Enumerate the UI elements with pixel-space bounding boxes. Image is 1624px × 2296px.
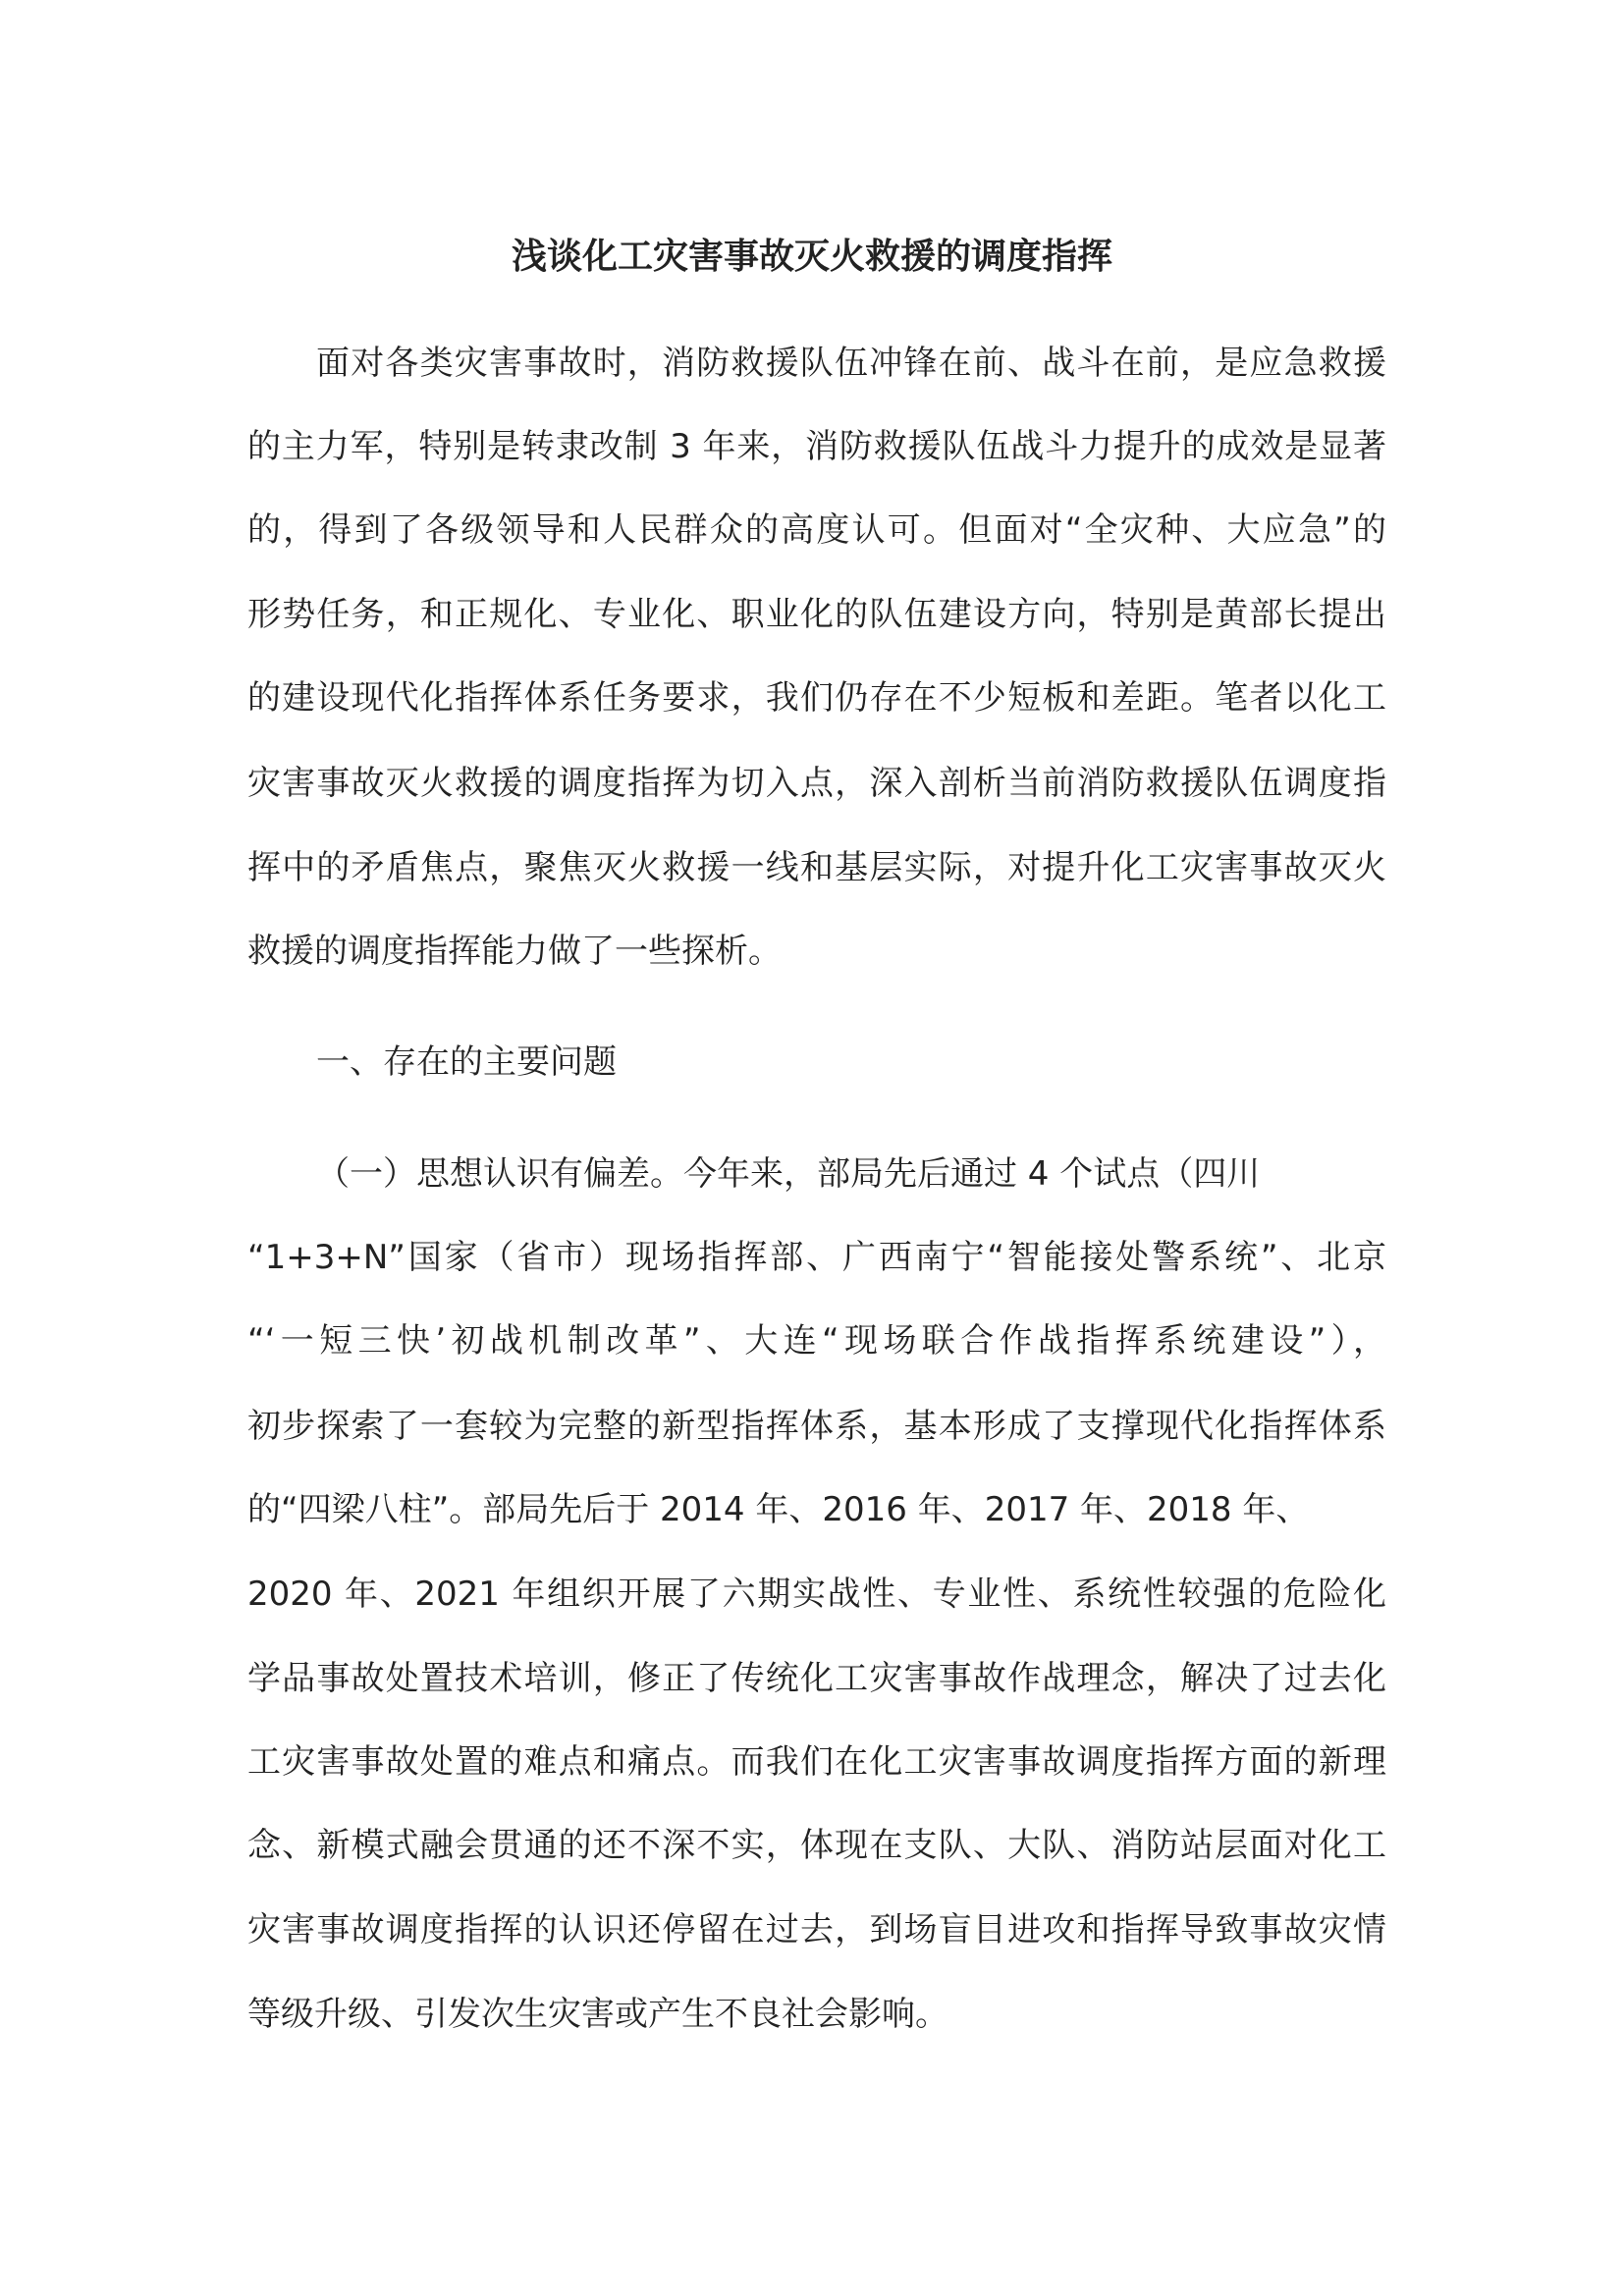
paragraph1-line-8: 救援的调度指挥能力做了一些探析。 [247, 932, 782, 971]
paragraph1-line-5: 的建设现代化指挥体系任务要求，我们仍存在不少短板和差距。笔者以化工 [247, 678, 1386, 718]
section-heading: 一、存在的主要问题 [316, 1042, 617, 1082]
paragraph2-line-5: 的“四梁八柱”。部局先后于 2014 年、2016 年、2017 年、2018 年、 [247, 1490, 1310, 1529]
paragraph2-line-4: 初步探索了一套较为完整的新型指挥体系，基本形成了支撑现代化指挥体系 [247, 1407, 1386, 1446]
paragraph1-line-3: 的，得到了各级领导和人民群众的高度认可。但面对“全灾种、大应急”的 [247, 510, 1386, 550]
paragraph2-line-11: 等级升级、引发次生灾害或产生不良社会影响。 [247, 1995, 948, 2034]
paragraph2-line-7: 学品事故处置技术培训，修正了传统化工灾害事故作战理念，解决了过去化 [247, 1659, 1386, 1698]
paragraph2-line-9: 念、新模式融会贯通的还不深不实，体现在支队、大队、消防站层面对化工 [247, 1826, 1386, 1865]
paragraph2-line-8: 工灾害事故处置的难点和痛点。而我们在化工灾害事故调度指挥方面的新理 [247, 1742, 1386, 1782]
paragraph1-line-4: 形势任务，和正规化、专业化、职业化的队伍建设方向，特别是黄部长提出 [247, 595, 1386, 634]
paragraph2-line-6: 2020 年、2021 年组织开展了六期实战性、专业性、系统性较强的危险化 [247, 1575, 1386, 1614]
paragraph2-line-10: 灾害事故调度指挥的认识还停留在过去，到场盲目进攻和指挥导致事故灾情 [247, 1910, 1386, 1949]
paragraph2-line-3: “‘一短三快’初战机制改革”、大连“现场联合作战指挥系统建设”）， [247, 1321, 1386, 1361]
paragraph2-line-1: （一）思想认识有偏差。今年来，部局先后通过 4 个试点（四川 [316, 1154, 1261, 1194]
paragraph1-line-1: 面对各类灾害事故时，消防救援队伍冲锋在前、战斗在前，是应急救援 [316, 344, 1386, 383]
paragraph2-line-2: “1+3+N”国家（省市）现场指挥部、广西南宁“智能接处警系统”、北京 [247, 1238, 1386, 1277]
document-title: 浅谈化工灾害事故灭火救援的调度指挥 [511, 237, 1112, 277]
paragraph1-line-2: 的主力军，特别是转隶改制 3 年来，消防救援队伍战斗力提升的成效是显著 [247, 427, 1386, 466]
paragraph1-line-6: 灾害事故灭火救援的调度指挥为切入点，深入剖析当前消防救援队伍调度指 [247, 764, 1386, 803]
paragraph1-line-7: 挥中的矛盾焦点，聚焦灭火救援一线和基层实际，对提升化工灾害事故灭火 [247, 848, 1386, 887]
